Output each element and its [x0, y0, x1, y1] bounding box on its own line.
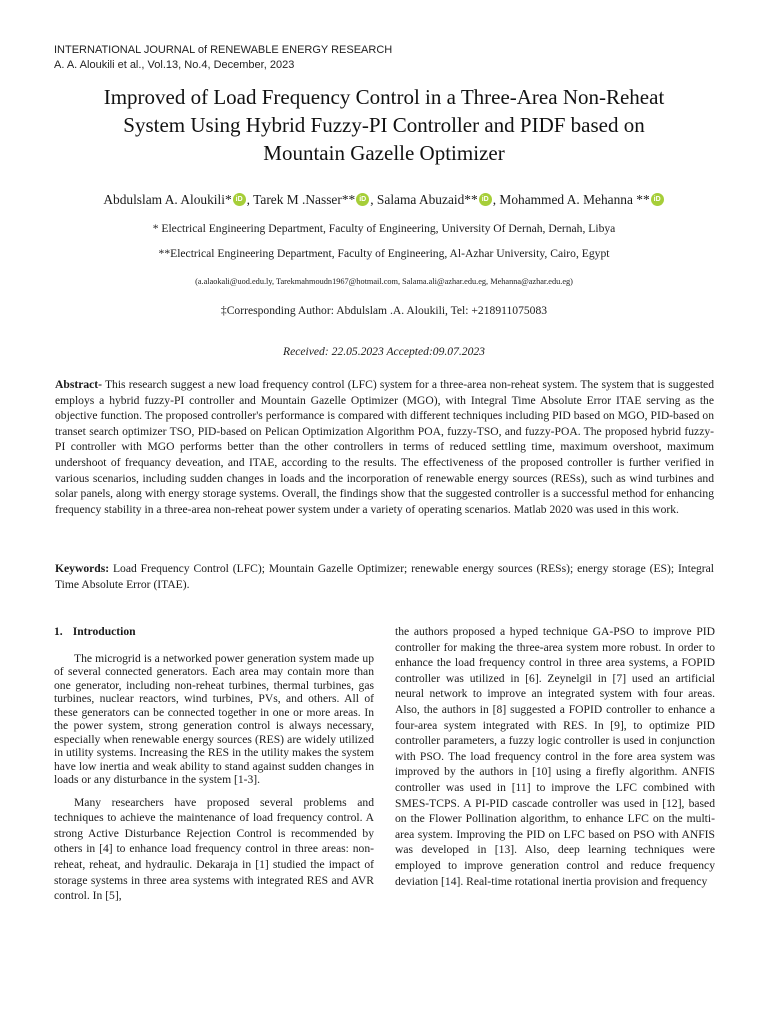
- corresponding-mark: ‡: [220, 304, 227, 317]
- section-heading: [54, 624, 374, 640]
- corresponding-author: [40, 303, 728, 319]
- author-separator: ,: [246, 192, 254, 207]
- author-name: Mohammed A. Mehanna **: [499, 192, 650, 207]
- paper-title: [40, 83, 728, 167]
- keywords-label: Keywords:: [55, 562, 110, 575]
- author-name: Abdulslam A. Aloukili*: [103, 192, 232, 207]
- intro-paragraph-1: The microgrid is a networked power generation system made up of several connected generators. Each area may contain more than one generator, including non-reheat turbines, thermal turbines, gas turbines, nuclear reactors, wind turbines, PVs, and others. All of these generators can be connected together in one or more areas. In the power system, strong generation control is always necessary, especially when renewable energy sources (RES) are widely utilized in utility systems. Increasing the RES in the utility makes the system have low inertia and weak ability to stand against sudden changes in loads or any disturbance in the system [1-3].: [54, 651, 374, 787]
- affiliation-2: **Electrical Engineering Department, Faculty of Engineering, Al-Azhar University, Cairo, Egypt: [158, 247, 610, 260]
- section-title: Introduction: [72, 625, 136, 638]
- orcid-icon[interactable]: iD: [651, 193, 664, 206]
- right-column: [395, 624, 715, 889]
- author-emails: (a.alaokali@uod.edu.ly, Tarekmahmoudn1967@hotmail.com, Salama.ali@azhar.edu.eg, Mehanna@azhar.edu.eg): [195, 277, 573, 286]
- affiliation-1: * Electrical Engineering Department, Faculty of Engineering, University Of Dernah, Dernah, Libya: [152, 222, 616, 235]
- intro-paragraph-continued: the authors proposed a hyped technique GA-PSO to improve PID controller for making the three-area system more robust. In order to enhance the load frequency control in three area systems, a FOPID controller was utilized in [6]. Zeynelgil in [7] used an artificial neural network to improve an integrated system with four areas. Also, the authors in [8] suggested a FOPID controller to enhance a four-area system integrated with RES. In [9], to optimize PID controller parameters, a fuzzy logic controller is used in conjunction with PSO. The load frequency control in the fore area system was improved by the authors in [10] using a firefly algorithm. ANFIS controller was used in [11] to improve the LFC combined with SMES-TCPS. A PI-PID cascade controller was used in [12], based on the Flower Pollination algorithm, to enhance LFC on the multi-area system. Improving the PID on LFC based on PSO with ANFIS was developed in [13]. Also, deep learning techniques were employed to improve generation control and reduce frequency deviation [14]. Real-time rotational inertia provision and frequency: [395, 625, 715, 888]
- abstract-label: Abstract-: [55, 378, 103, 391]
- author-name: Tarek M .Nasser**: [253, 192, 356, 207]
- intro-paragraph-2: Many researchers have proposed several problems and techniques to achieve the maintenance of load frequency control. A strong Active Disturbance Rejection Control is recommended by others in [4] to enhance load frequency control in three areas: non-reheat, reheat, and hydraulic. Dekaraja in [1] studied the impact of storage systems in three area systems with integrated RES and AVR control. In [5],: [54, 795, 374, 903]
- corresponding-text: Corresponding Author: Abdulslam .A. Aloukili, Tel: +218911075083: [226, 304, 548, 317]
- title-line: Mountain Gazelle Optimizer: [263, 141, 505, 165]
- author-list: [40, 190, 728, 210]
- orcid-icon[interactable]: iD: [479, 193, 492, 206]
- section-number: 1.: [54, 625, 63, 638]
- title-line: System Using Hybrid Fuzzy-PI Controller and PIDF based on: [123, 113, 645, 137]
- keywords-text: Load Frequency Control (LFC); Mountain Gazelle Optimizer; renewable energy sources (RESs); energy storage (ES); Integral Time Absolute Error (ITAE).: [55, 562, 714, 591]
- received-dates: Received: 22.05.2023 Accepted:09.07.2023: [283, 345, 485, 358]
- journal-header: [54, 43, 392, 73]
- journal-name: INTERNATIONAL JOURNAL of RENEWABLE ENERGY RESEARCH: [54, 44, 393, 56]
- left-column: [54, 624, 374, 912]
- abstract-text: This research suggest a new load frequency control (LFC) system for a three-area non-reheat system. The system that is suggested employs a hybrid fuzzy-PI controller and Mountain Gazelle Optimizer (MGO), with Integral Time Absolute Error ITAE serving as the objective function. The proposed controller's performance is compared with different techniques including PID based on MGO, PID-based on transet search optimizer TSO, PID-based on Pelican Optimization Algorithm POA, fuzzy-TSO, and fuzzy-POA. The proposed hybrid fuzzy-PI controller with MGO performs better than the other controllers in terms of reduced settling time, maximum overshoot, maximum undershoot of frequancy deveation, and ITAE, according to the results. The effectiveness of the proposed controller is further verified in various scenarios, including sudden changes in loads and the incorporation of renewable energy sources (RESs), such as wind turbines and solar panels, along with energy storage systems. Overall, the findings show that the suggested controller is a successful method for enhancing frequency stability in a three-area non-reheat power system under a variety of operating scenarios. Matlab 2020 was used in this work.: [55, 378, 714, 516]
- author-name: Salama Abuzaid**: [376, 192, 478, 207]
- keywords: [55, 561, 714, 592]
- abstract: [55, 377, 714, 517]
- title-line: Improved of Load Frequency Control in a Three-Area Non-Reheat: [103, 85, 665, 109]
- orcid-icon[interactable]: iD: [356, 193, 369, 206]
- orcid-icon[interactable]: iD: [233, 193, 246, 206]
- author-separator: ,: [370, 192, 377, 207]
- journal-citation: A. A. Aloukili et al., Vol.13, No.4, December, 2023: [54, 59, 295, 71]
- author-separator: ,: [492, 192, 500, 207]
